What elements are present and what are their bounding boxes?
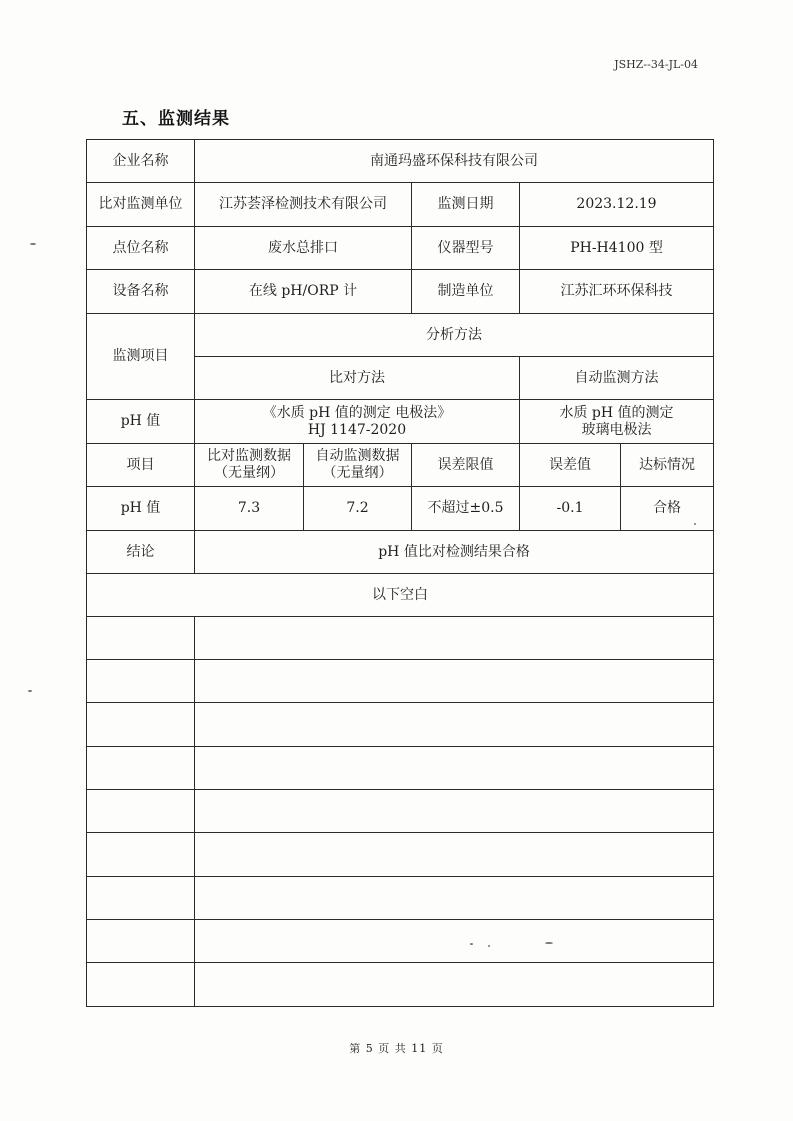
results-cell: -0.1	[520, 487, 621, 531]
enterprise-label: 企业名称	[87, 140, 195, 183]
conclusion-value: pH 值比对检测结果合格	[195, 531, 714, 574]
empty-cell	[195, 920, 714, 963]
enterprise-row	[87, 140, 714, 183]
empty-row	[87, 833, 714, 877]
results-cell: pH 值	[87, 487, 195, 531]
results-header-cell: 比对监测数据（无量纲）	[195, 444, 304, 487]
blank-note-row	[87, 574, 714, 617]
empty-cell	[195, 617, 714, 660]
device-row	[87, 270, 714, 314]
results-header-cell: 误差限值	[412, 444, 520, 487]
results-header-cell: 误差值	[520, 444, 621, 487]
results-header-row	[87, 444, 714, 487]
empty-cell	[87, 920, 195, 963]
empty-row	[87, 920, 714, 963]
point-row	[87, 227, 714, 270]
results-header-cell: 达标情况	[621, 444, 714, 487]
compare-method-line2: HJ 1147-2020	[307, 421, 407, 438]
model-label: 仪器型号	[412, 227, 520, 270]
analysis-header-row	[87, 314, 714, 357]
document-code: JSHZ--34-JL-04	[614, 58, 698, 71]
empty-cell	[195, 833, 714, 877]
compare-method-line1: 《水质 pH 值的测定 电极法》	[262, 404, 452, 421]
scan-speck	[30, 243, 36, 245]
empty-row	[87, 703, 714, 747]
compare-method-standard	[195, 400, 520, 444]
maker-value: 江苏汇环环保科技	[520, 270, 714, 314]
empty-cell	[195, 963, 714, 1007]
empty-cell	[195, 790, 714, 833]
results-cell: 合格	[621, 487, 714, 531]
scan-speck	[488, 945, 490, 947]
compare-unit-value: 江苏荟泽检测技术有限公司	[195, 183, 412, 227]
scan-speck	[470, 943, 473, 945]
scan-speck	[28, 690, 32, 692]
empty-row	[87, 747, 714, 790]
empty-cell	[87, 703, 195, 747]
empty-cell	[87, 790, 195, 833]
page-footer: 第 5 页 共 11 页	[349, 1042, 444, 1055]
auto-method-line1: 水质 pH 值的测定	[559, 404, 674, 421]
empty-row	[87, 877, 714, 920]
scan-speck	[545, 942, 553, 944]
empty-row	[87, 617, 714, 660]
empty-cell	[87, 747, 195, 790]
results-header-cell: 项目	[87, 444, 195, 487]
empty-cell	[195, 660, 714, 703]
empty-cell	[195, 877, 714, 920]
maker-label: 制造单位	[412, 270, 520, 314]
enterprise-value: 南通玛盛环保科技有限公司	[195, 140, 714, 183]
empty-row	[87, 963, 714, 1007]
device-value: 在线 pH/ORP 计	[195, 270, 412, 314]
monitoring-item-label: 监测项目	[87, 314, 195, 400]
device-label: 设备名称	[87, 270, 195, 314]
compare-unit-label: 比对监测单位	[87, 183, 195, 227]
results-cell: 不超过±0.5	[412, 487, 520, 531]
section-title: 五、监测结果	[122, 109, 230, 129]
conclusion-row	[87, 531, 714, 574]
point-label: 点位名称	[87, 227, 195, 270]
conclusion-label: 结论	[87, 531, 195, 574]
empty-row	[87, 790, 714, 833]
compare-unit-row	[87, 183, 714, 227]
auto-method-standard	[520, 400, 714, 444]
empty-row	[87, 660, 714, 703]
date-value: 2023.12.19	[520, 183, 714, 227]
auto-method-line2: 玻璃电极法	[581, 421, 652, 438]
empty-cell	[87, 660, 195, 703]
monitoring-results-table	[86, 139, 714, 1007]
compare-method-label: 比对方法	[195, 357, 520, 400]
point-value: 废水总排口	[195, 227, 412, 270]
ph-method-row	[87, 400, 714, 444]
results-data-row	[87, 487, 714, 531]
scan-speck	[694, 523, 696, 525]
results-header-cell: 自动监测数据（无量纲）	[304, 444, 412, 487]
empty-cell	[195, 703, 714, 747]
blank-note: 以下空白	[87, 574, 714, 617]
empty-cell	[87, 833, 195, 877]
results-cell: 7.2	[304, 487, 412, 531]
empty-cell	[87, 963, 195, 1007]
auto-method-label: 自动监测方法	[520, 357, 714, 400]
empty-cell	[195, 747, 714, 790]
empty-cell	[87, 877, 195, 920]
analysis-method-label: 分析方法	[195, 314, 714, 357]
ph-method-label: pH 值	[87, 400, 195, 444]
date-label: 监测日期	[412, 183, 520, 227]
results-cell: 7.3	[195, 487, 304, 531]
model-value: PH-H4100 型	[520, 227, 714, 270]
empty-cell	[87, 617, 195, 660]
